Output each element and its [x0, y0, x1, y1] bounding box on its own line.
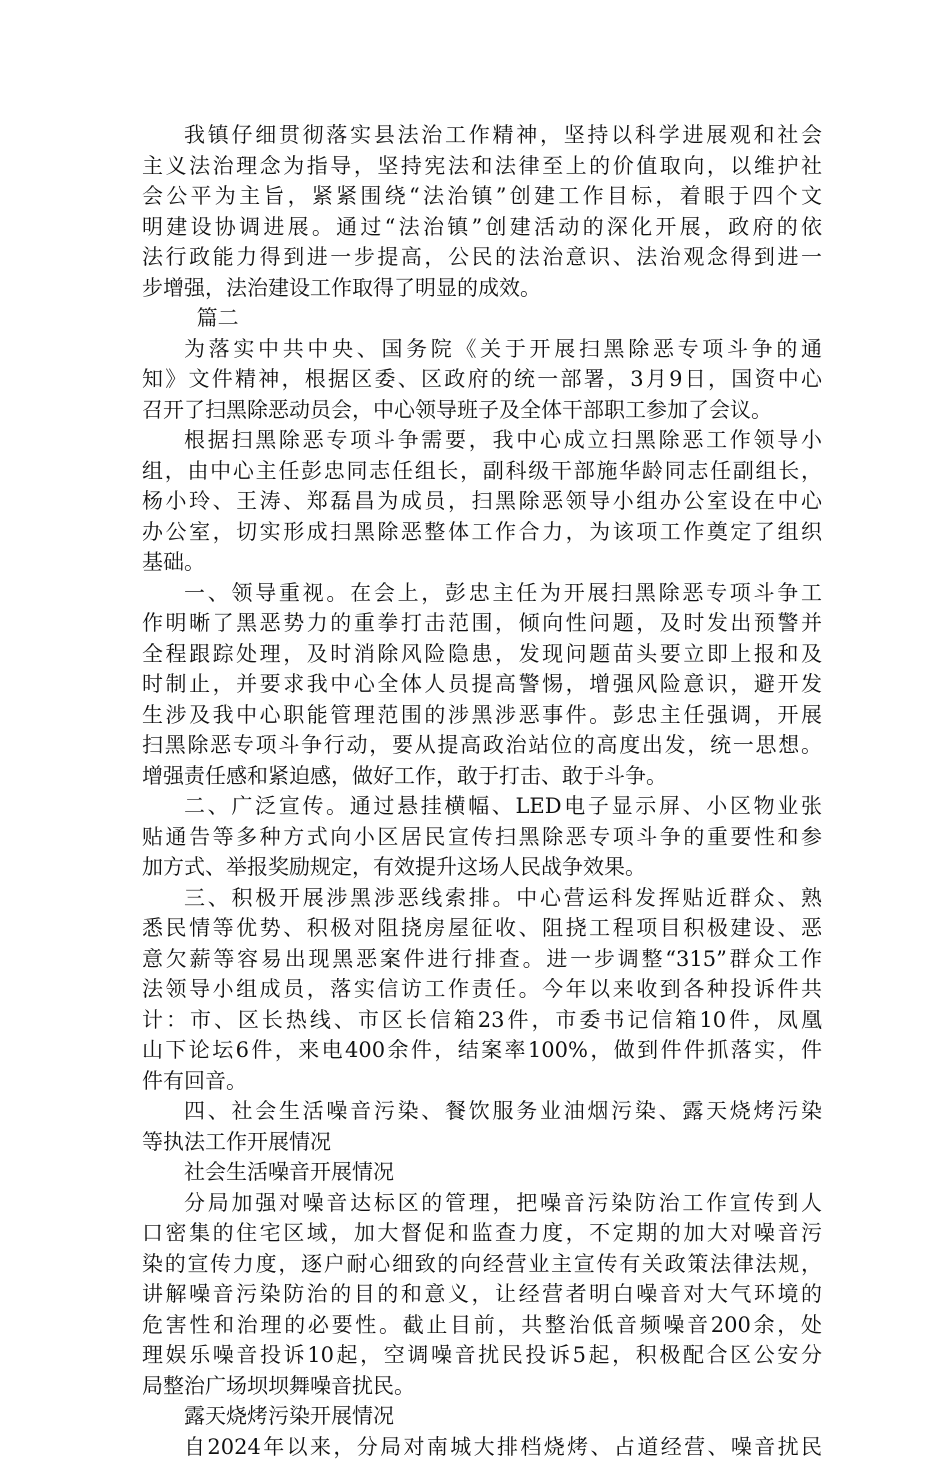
text-line: 增强责任感和紧迫感，做好工作，敢于打击、敢于斗争。	[142, 761, 822, 792]
text-line: 口密集的住宅区域，加大督促和监查力度，不定期的加大对噪音污	[142, 1218, 822, 1249]
text-line: 局整治广场坝坝舞噪音扰民。	[142, 1371, 822, 1402]
text-line: 作明晰了黑恶势力的重拳打击范围，倾向性问题，及时发出预警并	[142, 608, 822, 639]
text-line: 召开了扫黑除恶动员会，中心领导班子及全体干部职工参加了会议。	[142, 395, 822, 426]
text-line: 根据扫黑除恶专项斗争需要，我中心成立扫黑除恶工作领导小	[142, 425, 822, 456]
text-line: 危害性和治理的必要性。截止目前，共整治低音频噪音200余，处	[142, 1310, 822, 1341]
text-line: 三、积极开展涉黑涉恶线索排。中心营运科发挥贴近群众、熟	[142, 883, 822, 914]
text-line: 时制止，并要求我中心全体人员提高警惕，增强风险意识，避开发	[142, 669, 822, 700]
text-line: 主义法治理念为指导，坚持宪法和法律至上的价值取向，以维护社	[142, 151, 822, 182]
text-line: 会公平为主旨，紧紧围绕“法治镇”创建工作目标，着眼于四个文	[142, 181, 822, 212]
text-line: 办公室，切实形成扫黑除恶整体工作合力，为该项工作奠定了组织	[142, 517, 822, 548]
text-line: 扫黑除恶专项斗争行动，要从提高政治站位的高度出发，统一思想。	[142, 730, 822, 761]
text-line: 二、广泛宣传。通过悬挂横幅、LED电子显示屏、小区物业张	[142, 791, 822, 822]
text-line: 篇二	[142, 303, 822, 334]
document-body	[142, 120, 822, 1462]
text-line: 全程跟踪处理，及时消除风险隐患，发现问题苗头要立即上报和及	[142, 639, 822, 670]
text-line: 知》文件精神，根据区委、区政府的统一部署，3月9日，国资中心	[142, 364, 822, 395]
text-line: 明建设协调进展。通过“法治镇”创建活动的深化开展，政府的依	[142, 212, 822, 243]
text-line: 计：市、区长热线、市区长信箱23件，市委书记信箱10件，凤凰	[142, 1005, 822, 1036]
text-line: 自2024年以来，分局对南城大排档烧烤、占道经营、噪音扰民	[142, 1432, 822, 1462]
text-line: 组，由中心主任彭忠同志任组长，副科级干部施华龄同志任副组长，	[142, 456, 822, 487]
text-line: 染的宣传力度，逐户耐心细致的向经营业主宣传有关政策法律法规，	[142, 1249, 822, 1280]
text-line: 悉民情等优势、积极对阻挠房屋征收、阻挠工程项目积极建设、恶	[142, 913, 822, 944]
text-line: 基础。	[142, 547, 822, 578]
text-line: 意欠薪等容易出现黑恶案件进行排查。进一步调整“315”群众工作	[142, 944, 822, 975]
text-line: 四、社会生活噪音污染、餐饮服务业油烟污染、露天烧烤污染	[142, 1096, 822, 1127]
text-line: 步增强，法治建设工作取得了明显的成效。	[142, 273, 822, 304]
text-line: 法行政能力得到进一步提高，公民的法治意识、法治观念得到进一	[142, 242, 822, 273]
text-line: 一、领导重视。在会上，彭忠主任为开展扫黑除恶专项斗争工	[142, 578, 822, 609]
text-line: 分局加强对噪音达标区的管理，把噪音污染防治工作宣传到人	[142, 1188, 822, 1219]
text-line: 讲解噪音污染防治的目的和意义，让经营者明白噪音对大气环境的	[142, 1279, 822, 1310]
text-line: 社会生活噪音开展情况	[142, 1157, 822, 1188]
text-line: 生涉及我中心职能管理范围的涉黑涉恶事件。彭忠主任强调，开展	[142, 700, 822, 731]
text-line: 杨小玲、王涛、郑磊昌为成员，扫黑除恶领导小组办公室设在中心	[142, 486, 822, 517]
text-line: 件有回音。	[142, 1066, 822, 1097]
text-line: 加方式、举报奖励规定，有效提升这场人民战争效果。	[142, 852, 822, 883]
text-line: 等执法工作开展情况	[142, 1127, 822, 1158]
text-line: 露天烧烤污染开展情况	[142, 1401, 822, 1432]
text-line: 为落实中共中央、国务院《关于开展扫黑除恶专项斗争的通	[142, 334, 822, 365]
text-line: 山下论坛6件，来电400余件，结案率100%，做到件件抓落实，件	[142, 1035, 822, 1066]
text-line: 我镇仔细贯彻落实县法治工作精神，坚持以科学进展观和社会	[142, 120, 822, 151]
text-line: 理娱乐噪音投诉10起，空调噪音扰民投诉5起，积极配合区公安分	[142, 1340, 822, 1371]
text-line: 贴通告等多种方式向小区居民宣传扫黑除恶专项斗争的重要性和参	[142, 822, 822, 853]
text-line: 法领导小组成员，落实信访工作责任。今年以来收到各种投诉件共	[142, 974, 822, 1005]
